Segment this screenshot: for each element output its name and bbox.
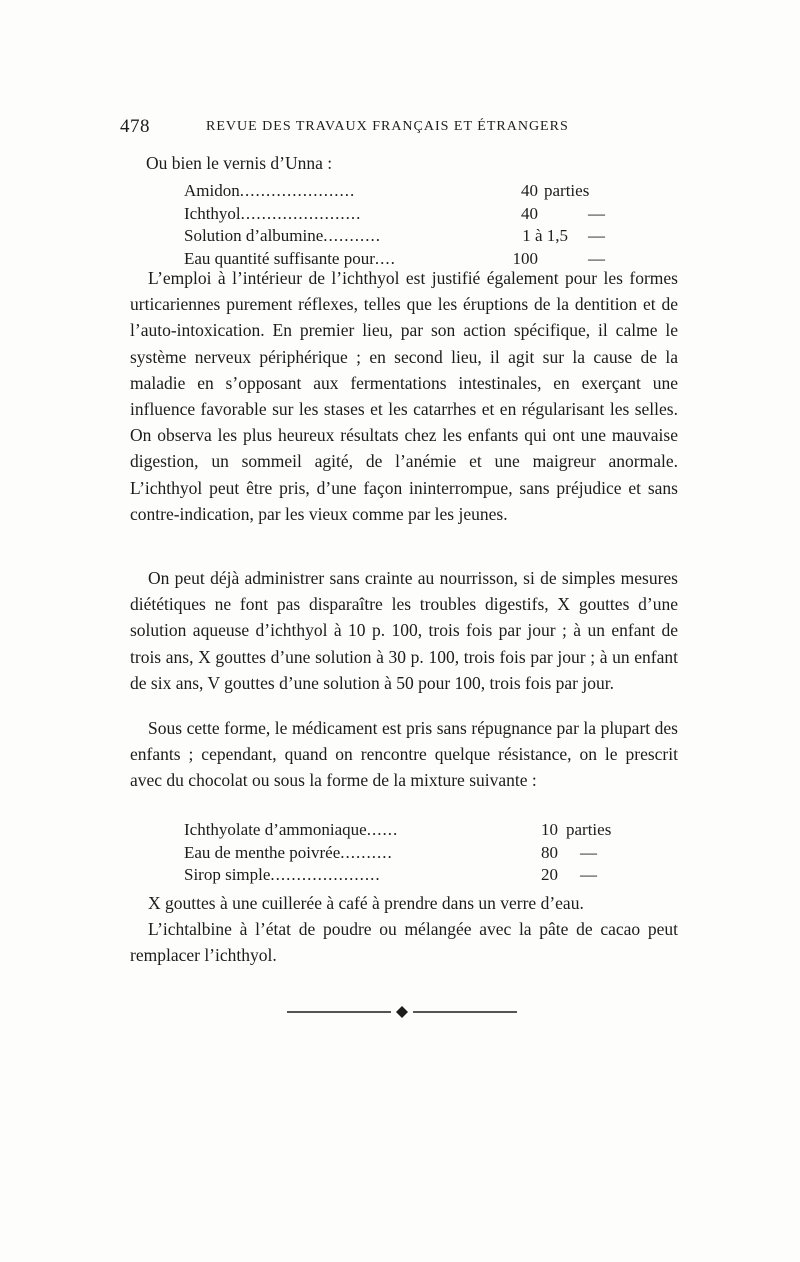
diamond-icon	[396, 1006, 408, 1018]
paragraph-chocolate-mixture: Sous cette forme, le médicament est pris sans répugnance par la plupart des enfants ; cependant, quand on rencontre quelque résistance, on le prescrit avec du chocolat ou sous la forme de la mixture suivante :	[130, 718, 678, 791]
ingredient-name: Solution d’albumine	[184, 226, 324, 245]
leader-dots: ...........	[323, 226, 382, 245]
ingredient-quantity: 40	[521, 181, 538, 200]
ingredient-unit: —	[580, 865, 597, 884]
body-text-2	[130, 565, 678, 696]
body-text-3	[130, 715, 678, 794]
ingredient-unit: —	[588, 203, 605, 223]
ingredient-unit: parties	[566, 820, 612, 839]
ingredient-name: Ichthyolate d’ammoniaque	[184, 820, 367, 839]
ingredient-unit: —	[580, 842, 597, 862]
ingredient-quantity: 10	[541, 820, 558, 839]
ingredient-unit: parties	[544, 181, 590, 200]
running-title: REVUE DES TRAVAUX FRANÇAIS ET ÉTRANGERS	[206, 119, 569, 134]
leader-dots: .......................	[240, 203, 362, 223]
ingredient-quantity: 80	[541, 842, 558, 862]
ingredient-quantity: 1 à 1,5	[522, 226, 568, 245]
ingredient-unit: —	[588, 226, 605, 245]
ingredient-unit: —	[588, 248, 605, 268]
leader-dots: ....	[374, 248, 396, 268]
ingredient-name: Amidon	[184, 181, 240, 200]
paragraph-ichtalbine: L’ichtalbine à l’état de poudre ou mélangée avec la pâte de cacao peut remplacer l’ichthyol.	[130, 919, 678, 966]
leader-dots: ......................	[239, 181, 356, 200]
ingredient-name: Eau quantité suffisante pour	[184, 248, 375, 268]
paragraph-dosage: On peut déjà administrer sans crainte au nourrisson, si de simples mesures diététiques ne font pas disparaître les troubles digestifs, X gouttes d’une solution aqueuse d’ichthyol à 10 p. 100, trois fois par jour ; à un enfant de trois ans, X gouttes d’une solution à 30 p. 100, trois fois par jour ; à un enfant de six ans, V gouttes d’une solution à 50 pour 100, trois fois par jour.	[130, 568, 678, 693]
leader-dots: .....................	[270, 865, 381, 884]
ingredient-name: Sirop simple	[184, 865, 271, 884]
ingredient-quantity: 40	[521, 203, 538, 223]
ingredient-quantity: 20	[541, 865, 558, 884]
paragraph-dosage-water: X gouttes à une cuillerée à café à prendre dans un verre d’eau.	[148, 893, 584, 913]
body-text-1	[130, 265, 678, 527]
page-header	[120, 116, 680, 138]
ingredient-name: Ichthyol	[184, 203, 241, 223]
leader-dots: ..........	[340, 842, 393, 862]
paragraph-ichthyol-internal-use: L’emploi à l’intérieur de l’ichthyol est justifié également pour les formes urticariennes purement réflexes, telles que les éruptions de la dentition et de l’auto-intoxication. En premier lieu, par son action spécifique, il calme le système nerveux périphérique ; en second lieu, il agit sur la cause de la maladie en s’opposant aux fermentations intestinales, en exerçant une influence favorable sur les stases et les catarrhes et en régularisant les selles. On observa les plus heureux résultats chez les enfants qui ont une mauvaise digestion, un sommeil agité, de l’anémie et une maigreur anormale. L’ichthyol peut être pris, d’une façon ininterrompue, sans préjudice et sans contre-indication, par les vieux comme par les jeunes.	[130, 268, 678, 524]
leader-dots: ......	[366, 820, 399, 839]
body-text-4	[130, 890, 678, 969]
section-end-ornament	[287, 1004, 517, 1020]
intro-line: Ou bien le vernis d’Unna :	[146, 153, 333, 173]
ingredient-quantity: 100	[512, 248, 538, 268]
ingredient-name: Eau de menthe poivrée	[184, 842, 341, 862]
page-number: 478	[120, 116, 150, 137]
